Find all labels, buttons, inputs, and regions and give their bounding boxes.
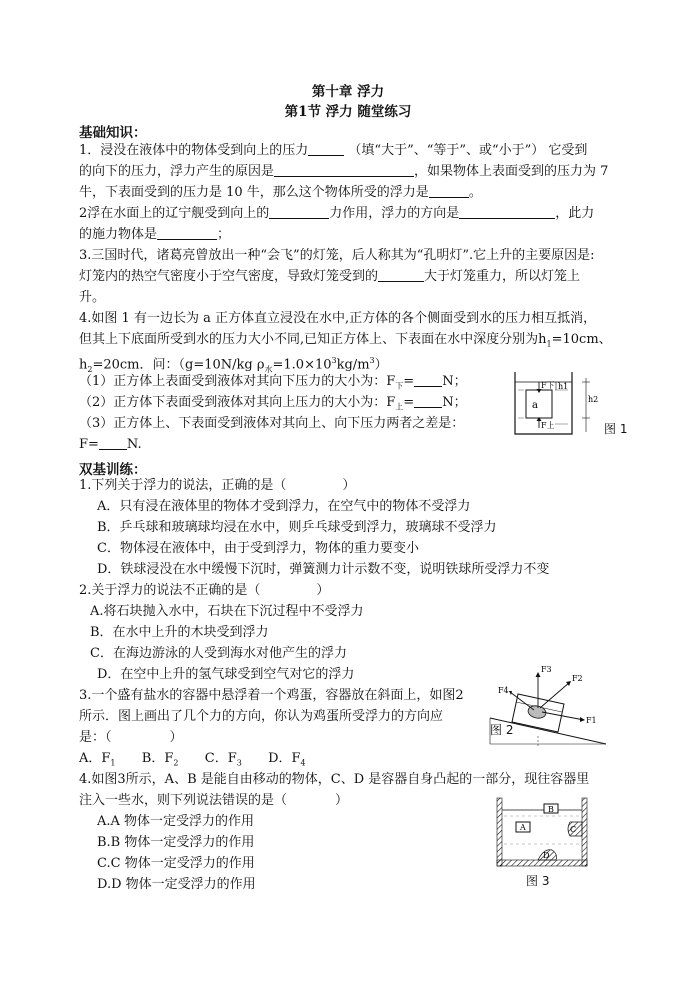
fig3-label-c: C <box>570 825 577 834</box>
dq4-option-b: B.B 物体一定受浮力的作用 <box>97 835 255 850</box>
dq2-option-a: A.将石块抛入水中，石块在下沉过程中不受浮力 <box>90 604 364 619</box>
q2-line2: 的施力物体是 ； <box>79 227 231 242</box>
dq3-option-d: D．$F_4$ <box>268 751 306 768</box>
fig1-label-h1: h1 <box>558 382 569 391</box>
chapter-title: 第十章 浮力 <box>311 84 385 100</box>
q4-part2: （2）正方体下表面受到液体对其向上压力的大小为：$F_上= N$； <box>79 395 467 412</box>
answer-blank <box>459 206 555 219</box>
dq3-line1: 3.一个盛有盐水的容器中悬浮着一个鸡蛋，容器放在斜面上，如图2 <box>79 688 464 703</box>
dq2-option-b: B．在水中上升的木块受到浮力 <box>90 625 269 640</box>
answer-blank <box>274 164 414 177</box>
fig3-label-d: D <box>543 851 550 860</box>
answer-blank <box>269 206 329 219</box>
q4-part3-answer: F= N. <box>79 437 142 452</box>
answer-blank <box>414 395 442 408</box>
fig1-label-fup: F上 <box>541 421 555 430</box>
fig1-label-a: a <box>532 400 538 411</box>
dq2-option-c: C．在海边游泳的人受到海水对他产生的浮力 <box>90 646 347 661</box>
dq3-line2: 所示．图上画出了几个力的方向，你认为鸡蛋所受浮力的方向应 <box>79 709 444 724</box>
figure-1-caption: 图 1 <box>604 422 628 436</box>
q4-part1: （1）正方体上表面受到液体对其向下压力的大小为：$F_下= N$； <box>79 374 467 391</box>
figure-3-container <box>496 796 588 868</box>
dq1-stem: 1.下列关于浮力的说法，正确的是（ ） <box>79 478 356 493</box>
figure-2-caption: 图 2 <box>490 723 514 737</box>
q3-line1: 3.三国时代，诸葛亮曾放出一种“会飞”的灯笼，后人称其为“孔明灯”.它上升的主要原因是: <box>79 248 595 263</box>
dq4-option-d: D.D 物体一定受浮力的作用 <box>97 877 256 892</box>
dq4-line1: 4.如图3所示，A、B 是能自由移动的物体，C、D 是容器自身凸起的一部分，现往容器里 <box>79 772 590 787</box>
answer-blank <box>157 227 217 240</box>
section-title: 第1节 浮力 随堂练习 <box>284 104 412 120</box>
fig2-label-f3: F3 <box>541 665 552 674</box>
dq1-option-a: A．只有浸在液体里的物体才受到浮力，在空气中的物体不受浮力 <box>97 499 471 514</box>
answer-blank <box>99 437 127 450</box>
fig2-label-f2: F2 <box>572 674 583 683</box>
dq3-line3: 是：（ ） <box>79 730 183 745</box>
dq3-options <box>79 751 306 772</box>
figure-3-caption: 图 3 <box>526 874 550 888</box>
fig3-label-a: A <box>520 823 526 832</box>
q1-line3: 牛，下表面受到的压力是 10 牛，那么这个物体所受的浮力是 。 <box>79 185 482 200</box>
answer-blank <box>378 269 424 282</box>
q1-line2: 的向下的压力，浮力产生的原因是 ，如果物体上表面受到的压力为 7 <box>79 164 609 179</box>
dq1-option-b: B．乒乓球和玻璃球均浸在水中，则乒乓球受到浮力，玻璃球不受浮力 <box>97 520 497 535</box>
basic-heading: 基础知识： <box>79 125 147 141</box>
dq1-option-d: D．铁球浸没在水中缓慢下沉时，弹簧测力计示数不变，说明铁球所受浮力不变 <box>97 562 550 577</box>
answer-blank <box>414 374 442 387</box>
dq2-option-d: D．在空中上升的氢气球受到空气对它的浮力 <box>97 667 355 682</box>
dq3-option-b: B．$F_2$ <box>141 751 179 768</box>
answer-blank <box>308 143 344 156</box>
q4-line2: 但其上下底面所受到水的压力大小不同,已知正方体上、下表面在水中深度分别为$h_1=10cm$、 <box>79 332 612 349</box>
fig1-label-fdown: F下 <box>541 381 555 390</box>
dq2-stem: 2.关于浮力的说法不正确的是（ ） <box>79 583 330 598</box>
q3-line2: 灯笼内的热空气密度小于空气密度，导致灯笼受到的 大于灯笼重力，所以灯笼上 <box>79 269 581 284</box>
dq4-line2: 注入一些水，则下列说法错误的是（ ） <box>79 793 349 808</box>
q4-line1: 4.如图 1 有一边长为 a 正方体直立浸没在水中,正方体的各个侧面受到水的压力相互抵消， <box>79 311 597 326</box>
dq3-option-a: A．$F_1$ <box>79 751 116 768</box>
fig2-label-f1: F1 <box>586 716 597 725</box>
fig1-label-h2: h2 <box>588 395 599 404</box>
fig2-label-f4: F4 <box>498 686 509 695</box>
fig3-label-b: B <box>548 805 554 814</box>
dq3-option-c: C．$F_3$ <box>204 751 242 768</box>
dq4-option-c: C.C 物体一定受浮力的作用 <box>97 856 255 871</box>
dq4-option-a: A.A 物体一定受浮力的作用 <box>97 814 255 829</box>
q1-line1: 1．浸没在液体中的物体受到向上的压力 （填“大于”、“等于”、或“小于”） 它受到 <box>79 143 588 158</box>
dq1-option-c: C．物体浸在液体中，由于受到浮力，物体的重力要变小 <box>97 541 419 556</box>
figure-1-cube-in-water <box>510 368 600 438</box>
q2-line1: 2浮在水面上的辽宁舰受到向上的 力作用，浮力的方向是 ，此力 <box>79 206 595 221</box>
answer-blank <box>429 185 469 198</box>
q4-line3: $h_2=20cm$．问：（g=10N/kg $\rho_水=1.0\times 10^3kg/m^3$） <box>79 356 388 374</box>
q4-part3: （3）正方体上、下表面受到液体对其向上、向下压力两者之差是： <box>79 416 465 431</box>
double-heading: 双基训练： <box>79 462 147 478</box>
q3-line3: 升。 <box>79 290 106 305</box>
